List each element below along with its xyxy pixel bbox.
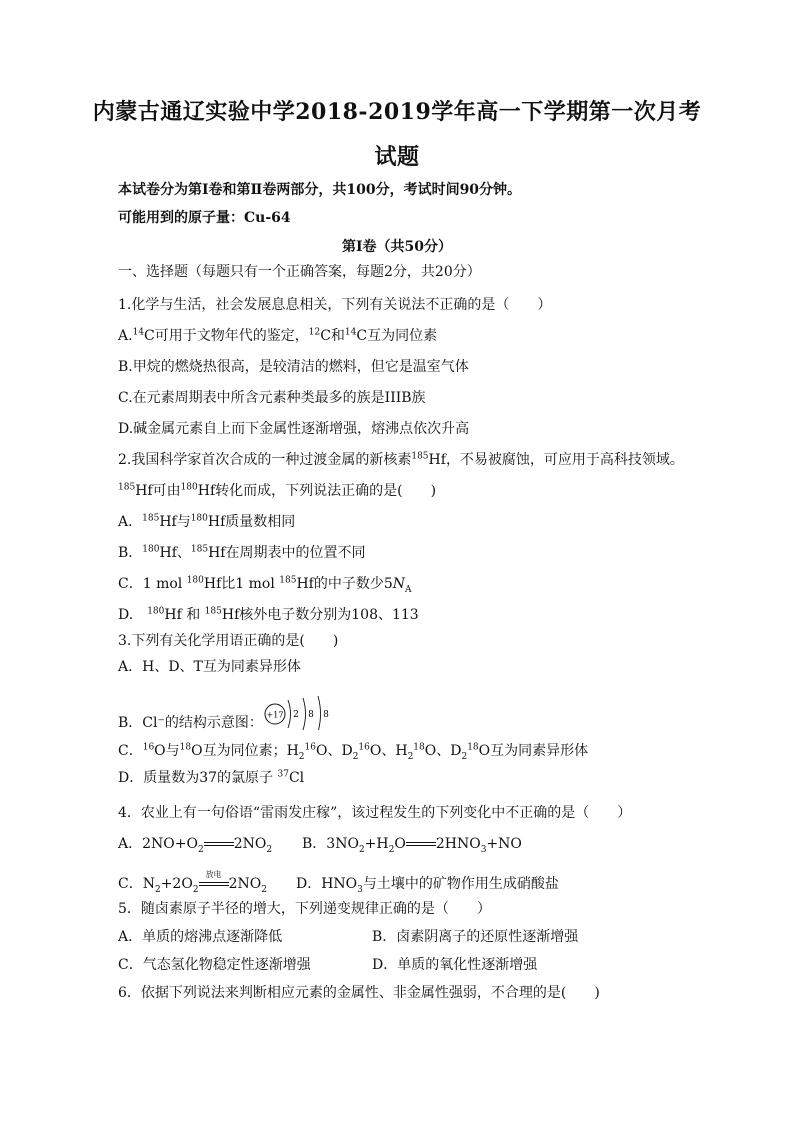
option-text: +NO — [486, 836, 522, 852]
shell-electron-count: 2 — [293, 710, 299, 720]
mass-number: 180 — [180, 482, 198, 493]
shell-electron-count: 8 — [323, 710, 329, 720]
question-2-option-a — [118, 512, 295, 532]
subscript: 3 — [357, 884, 363, 895]
electron-shell-arc — [318, 696, 321, 730]
chloride-ion-structure-diagram — [264, 694, 330, 730]
subscript: 2 — [261, 884, 267, 895]
question-2-option-d — [118, 605, 419, 625]
option-text: C可用于文物年代的鉴定， — [144, 328, 309, 344]
question-5-option-b: B．卤素阴离子的还原性逐渐增强 — [372, 929, 579, 945]
question-4-option-a — [118, 834, 272, 854]
question-4-stem: 4．农业上有一句俗语“雷雨发庄稼”，该过程发生的下列变化中不正确的是（ ） — [118, 805, 632, 821]
option-text: Hf比1 mol — [203, 576, 280, 592]
element-symbol: Cl — [288, 770, 305, 786]
question-4-option-c — [118, 870, 267, 895]
section-heading: 第Ⅰ卷（共50分） — [341, 239, 453, 255]
question-4-option-d — [296, 874, 559, 894]
question-5-stem: 5．随卤素原子半径的增大，下列递变规律正确的是（ ） — [118, 901, 491, 917]
option-text: 与土壤中的矿物作用生成硝酸盐 — [362, 876, 559, 892]
question-3-stem: 3.下列有关化学用语正确的是( ) — [118, 633, 339, 649]
question-2-option-c — [118, 574, 412, 594]
question-5-option-a: A．单质的熔沸点逐渐降低 — [118, 929, 283, 945]
option-text: B．3NO — [302, 836, 359, 852]
option-text: O、D — [315, 743, 353, 759]
subscript: 2 — [352, 751, 359, 762]
subscript: 2 — [407, 751, 414, 762]
option-text: Hf质量数相同 — [207, 514, 296, 530]
question-4-option-b — [302, 834, 522, 854]
subscript: 2 — [461, 751, 468, 762]
mass-number: 18 — [413, 742, 425, 753]
question-1-option-d: D.碱金属元素自上而下金属性逐渐增强，熔沸点依次升高 — [118, 421, 470, 437]
question-1-stem: 1.化学与生活，社会发展息息相关，下列有关说法不正确的是（ ） — [118, 297, 552, 313]
question-2-stem-line2 — [118, 481, 436, 501]
mass-number: 180 — [142, 544, 160, 555]
option-text: O互为同素异形体 — [478, 743, 589, 759]
question-5-option-d: D．单质的氧化性逐渐增强 — [372, 957, 538, 973]
avogadro-symbol: N — [392, 576, 406, 592]
subscript: 2 — [358, 844, 365, 855]
subscript: 2 — [298, 751, 305, 762]
option-text: Hf 和 — [164, 607, 205, 623]
stem-text: Hf转化而成，下列说法正确的是( ) — [197, 483, 437, 499]
atomic-mass-note: 可能用到的原子量：Cu-64 — [118, 210, 291, 226]
option-text: Hf与 — [159, 514, 191, 530]
question-6-stem: 6．依据下列说法来判断相应元素的金属性、非金属性强弱，不合理的是( ) — [118, 985, 600, 1001]
option-text: C和 — [320, 328, 345, 344]
nucleus-charge: +17 — [266, 710, 284, 720]
mass-number: 185 — [279, 575, 297, 586]
mass-number: 185 — [190, 544, 209, 555]
mass-number: 14 — [344, 327, 357, 338]
option-text: D．质量数为37的氯原子 — [118, 770, 278, 786]
equals-sign — [204, 837, 234, 851]
mass-number: 185 — [142, 513, 160, 524]
reaction-condition: 放电 — [205, 870, 222, 879]
option-text: O、D — [424, 743, 462, 759]
option-text: Hf的中子数少5 — [296, 576, 393, 592]
mass-number: 185 — [118, 482, 136, 493]
option-text: +2O — [160, 876, 193, 892]
option-text: O与 — [154, 743, 180, 759]
option-label: C．1 mol — [118, 576, 187, 592]
question-3-option-a: A．H、D、T互为同素异形体 — [118, 659, 301, 675]
question-2-stem — [118, 450, 684, 470]
question-3-option-d — [118, 768, 304, 788]
mass-number: 18 — [179, 742, 192, 753]
question-3-option-b: B．Cl⁻的结构示意图： — [118, 715, 263, 731]
option-text: C互为同位素 — [356, 328, 438, 344]
stem-text: Hf，不易被腐蚀，可应用于高科技领域。 — [428, 452, 684, 468]
mass-number: 14 — [132, 327, 145, 338]
question-2-option-b — [118, 543, 365, 563]
option-text: D．HNO — [296, 876, 358, 892]
mass-number: 185 — [204, 606, 222, 617]
option-text: 2HNO — [435, 836, 481, 852]
mass-number: 180 — [186, 575, 204, 586]
option-label: A． — [118, 514, 143, 530]
reaction-condition-equals — [199, 870, 229, 891]
mass-number: 16 — [304, 742, 316, 753]
question-1-option-a — [118, 326, 437, 346]
stem-text: 2.我国科学家首次合成的一种过渡金属的新核素 — [118, 452, 412, 468]
exam-intro: 本试卷分为第Ⅰ卷和第Ⅱ卷两部分，共100分，考试时间90分钟。 — [118, 182, 522, 198]
question-1-option-c: C.在元素周期表中所含元素种类最多的族是IIIB族 — [118, 390, 426, 406]
mass-number: 16 — [142, 742, 155, 753]
mass-number: 37 — [277, 769, 289, 780]
electron-shell-arc — [288, 700, 291, 728]
option-label: B． — [118, 545, 143, 561]
question-5-option-c: C．气态氢化物稳定性逐渐增强 — [118, 957, 311, 973]
exam-title: 内蒙古通辽实验中学2018-2019学年高一下学期第一次月考 — [92, 99, 702, 125]
subscript: 2 — [154, 884, 161, 895]
question-3-option-c — [118, 741, 588, 761]
subscript: 2 — [192, 884, 199, 895]
subscript: 3 — [480, 844, 487, 855]
mass-number: 18 — [467, 742, 479, 753]
mass-number: 185 — [411, 451, 429, 462]
mass-number: 180 — [147, 606, 165, 617]
shell-electron-count: 8 — [308, 710, 314, 720]
option-text: O互为同位素；H — [191, 743, 299, 759]
subscript: 2 — [388, 844, 395, 855]
option-text: Hf、 — [159, 545, 191, 561]
subscript: A — [405, 584, 412, 595]
mass-number: 180 — [190, 513, 208, 524]
exam-title-line2: 试题 — [374, 144, 420, 170]
option-label: D. — [118, 607, 148, 623]
option-text: Hf核外电子数分别为108、113 — [221, 607, 419, 623]
option-text: Hf在周期表中的位置不同 — [208, 545, 366, 561]
mass-number: 12 — [308, 327, 321, 338]
electron-shell-arc — [303, 698, 306, 730]
mass-number: 16 — [358, 742, 370, 753]
option-text: 2NO — [233, 836, 267, 852]
option-label: A. — [118, 328, 133, 344]
part-heading: 一、选择题（每题只有一个正确答案，每题2分，共20分） — [118, 264, 481, 280]
subscript: 2 — [266, 844, 273, 855]
question-1-option-b: B.甲烷的燃烧热很高，是较清洁的燃料，但它是温室气体 — [118, 359, 469, 375]
option-text: 2NO — [228, 876, 262, 892]
option-text: C．N — [118, 876, 155, 892]
option-text: A．2NO+O — [118, 836, 198, 852]
option-text: +H — [364, 836, 389, 852]
option-text: O — [394, 836, 406, 852]
option-text: O、H — [369, 743, 408, 759]
stem-text: Hf可由 — [135, 483, 181, 499]
subscript: 2 — [197, 844, 204, 855]
option-label: C． — [118, 743, 143, 759]
equals-sign — [406, 837, 436, 851]
